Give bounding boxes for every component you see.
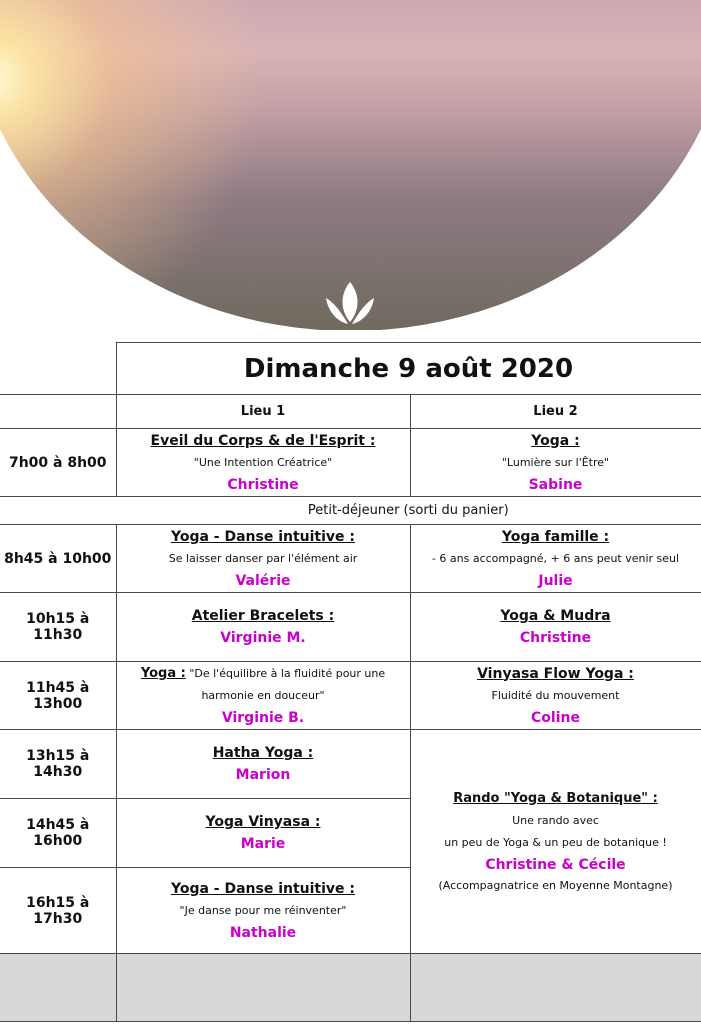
teacher-name: Christine (519, 630, 592, 646)
empty-cell (0, 497, 116, 525)
session-cell (410, 429, 701, 497)
empty-corner (0, 343, 116, 395)
rando-cell (410, 730, 701, 954)
schedule-table (0, 342, 701, 1022)
activity-description-a: "De l'équilibre à la fluidité pour une (189, 666, 386, 680)
teacher-name: Coline (531, 709, 580, 726)
activity-title: Yoga & Mudra (500, 608, 611, 624)
lieu-1-header: Lieu 1 (116, 395, 410, 429)
teacher-name: Virginie B. (221, 709, 305, 726)
time-slot: 16h15 à 17h30 (0, 868, 116, 954)
time-slot: 7h00 à 8h00 (0, 429, 116, 497)
rando-line-1: Une rando avec (512, 813, 599, 827)
teacher-name: Marie (240, 836, 286, 852)
teacher-name: Virginie M. (220, 630, 306, 646)
teacher-name: Valérie (235, 572, 291, 589)
empty-cell (116, 954, 410, 1022)
teacher-name: Julie (538, 572, 573, 589)
session-cell (410, 525, 701, 593)
activity-description (117, 663, 410, 685)
session-cell (116, 868, 410, 954)
activity-description: Fluidité du mouvement (491, 688, 620, 702)
empty-cell (410, 954, 701, 1022)
time-slot: 11h45 à 13h00 (0, 662, 116, 730)
activity-description: "Une Intention Créatrice" (193, 455, 333, 469)
session-cell (116, 799, 410, 868)
teacher-name: Sabine (528, 476, 583, 493)
activity-title: Yoga - Danse intuitive : (170, 880, 356, 897)
session-cell (116, 525, 410, 593)
activity-title: Hatha Yoga : (212, 745, 314, 761)
table-row (0, 954, 701, 1022)
teacher-name: Christine (227, 476, 299, 493)
empty-cell (0, 954, 116, 1022)
activity-title: Yoga : (140, 665, 186, 681)
session-cell (116, 662, 410, 730)
activity-title: Atelier Bracelets : (191, 608, 335, 624)
activity-description: - 6 ans accompagné, + 6 ans peut venir seul (431, 551, 680, 565)
table-row (0, 429, 701, 497)
activity-description: "Je danse pour me réinventer" (179, 903, 347, 917)
break-label: Petit-déjeuner (sorti du panier) (116, 497, 701, 525)
time-slot: 14h45 à 16h00 (0, 799, 116, 868)
time-slot: 8h45 à 10h00 (0, 525, 116, 593)
rando-note: (Accompagnatrice en Moyenne Montagne) (438, 878, 673, 892)
activity-title: Yoga famille : (501, 528, 610, 545)
lotus-icon (318, 276, 382, 330)
session-cell (116, 730, 410, 799)
table-row (0, 497, 701, 525)
teacher-name: Marion (235, 767, 291, 783)
session-cell (410, 662, 701, 730)
table-row (0, 593, 701, 662)
time-slot: 10h15 à 11h30 (0, 593, 116, 662)
lieu-2-header: Lieu 2 (410, 395, 701, 429)
activity-title: Rando "Yoga & Botanique" : (453, 790, 658, 806)
teacher-name: Nathalie (229, 924, 297, 941)
header-banner (0, 0, 701, 330)
teacher-name: Christine & Cécile (485, 856, 626, 873)
table-row (0, 525, 701, 593)
schedule-date: Dimanche 9 août 2020 (116, 343, 701, 395)
session-cell (116, 429, 410, 497)
activity-title: Eveil du Corps & de l'Esprit : (150, 432, 376, 449)
activity-description-b: harmonie en douceur" (201, 688, 325, 702)
activity-title: Yoga Vinyasa : (205, 814, 321, 830)
session-cell (410, 593, 701, 662)
time-slot: 13h15 à 14h30 (0, 730, 116, 799)
table-row (0, 730, 701, 799)
activity-title: Yoga - Danse intuitive : (170, 528, 356, 545)
session-cell (116, 593, 410, 662)
rando-line-2: un peu de Yoga & un peu de botanique ! (444, 835, 667, 849)
activity-title: Vinyasa Flow Yoga : (477, 665, 634, 682)
activity-description: "Lumière sur l'Être" (501, 455, 610, 469)
activity-description: Se laisser danser par l'élément air (168, 551, 358, 565)
table-row (0, 662, 701, 730)
empty-cell (0, 395, 116, 429)
activity-title: Yoga : (531, 432, 580, 449)
